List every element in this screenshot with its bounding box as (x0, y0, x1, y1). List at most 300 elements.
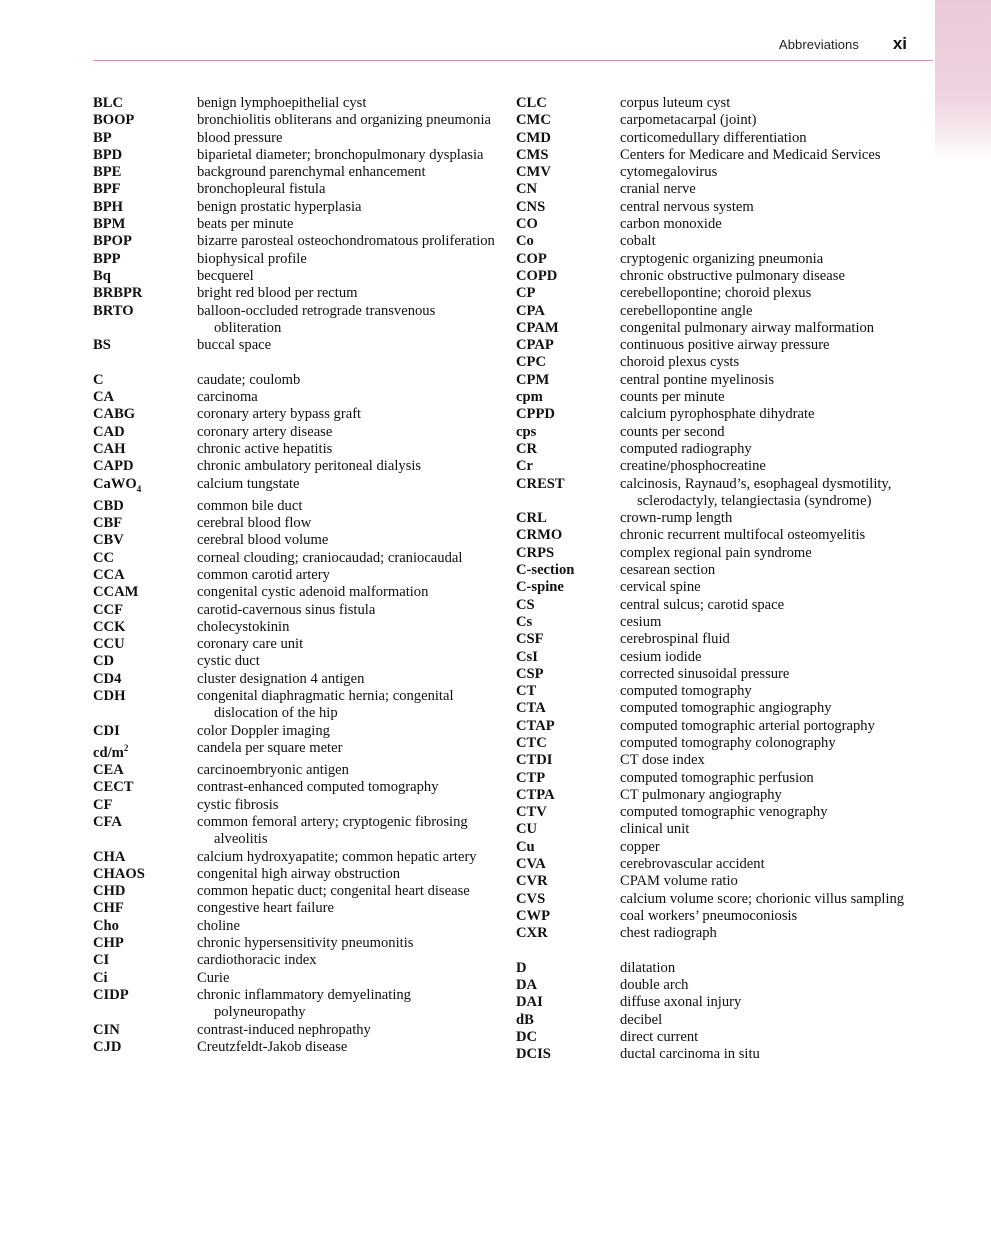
abbreviation-definition: counts per second (620, 423, 725, 440)
abbreviation-definition: beats per minute (197, 216, 294, 233)
abbreviation-term: BPM (93, 216, 126, 233)
abbreviation-term: CJD (93, 1038, 122, 1055)
abbreviation-entry (93, 567, 498, 584)
abbreviation-term: CAD (93, 423, 125, 440)
abbreviation-term: CMD (516, 129, 551, 146)
abbreviation-entry (93, 779, 498, 796)
abbreviation-entry (516, 199, 921, 216)
abbreviation-entry (516, 977, 921, 994)
abbreviation-term: CT (516, 683, 537, 700)
abbreviation-entry (516, 735, 921, 752)
abbreviation-definition: copper (620, 838, 660, 855)
abbreviation-term: CAPD (93, 458, 134, 475)
abbreviation-term: CMV (516, 164, 551, 181)
abbreviation-entry (93, 866, 498, 883)
page-edge-tab (935, 0, 991, 160)
abbreviation-entry (93, 935, 498, 952)
abbreviation-term: CBD (93, 497, 124, 514)
abbreviation-definition: choroid plexus cysts (620, 354, 740, 371)
abbreviation-term: CEA (93, 762, 124, 779)
abbreviation-entry (516, 510, 921, 527)
abbreviation-entry (93, 987, 498, 1022)
abbreviation-entry (516, 406, 921, 423)
abbreviation-term: CaWO$_4$ (93, 475, 142, 494)
abbreviation-entry (516, 821, 921, 838)
abbreviation-definition: cervical spine (620, 579, 701, 596)
abbreviation-entry (516, 337, 921, 354)
abbreviation-term: CXR (516, 925, 548, 942)
abbreviation-definition: coronary artery disease (197, 423, 333, 440)
abbreviation-term: C (93, 371, 104, 388)
abbreviation-entry (516, 424, 921, 441)
abbreviation-term: CD (93, 653, 115, 670)
abbreviation-definition: cesarean section (620, 562, 716, 579)
abbreviation-entry (93, 532, 498, 549)
abbreviation-term: CPA (516, 302, 545, 319)
abbreviation-term: CDI (93, 722, 120, 739)
abbreviation-term: CCA (93, 566, 125, 583)
abbreviation-term: CTP (516, 769, 546, 786)
abbreviation-term: CABG (93, 406, 136, 423)
abbreviation-definition: cesium iodide (620, 648, 702, 665)
abbreviation-term: CHP (93, 935, 124, 952)
abbreviation-entry (516, 372, 921, 389)
abbreviation-definition: computed tomographic angiography (620, 700, 832, 717)
abbreviation-definition: corpus luteum cyst (620, 95, 731, 111)
abbreviation-definition: color Doppler imaging (197, 722, 330, 739)
abbreviation-term: CTA (516, 700, 546, 717)
abbreviation-definition: cytomegalovirus (620, 164, 718, 181)
abbreviation-entry (516, 752, 921, 769)
abbreviation-term: CC (93, 549, 115, 566)
abbreviation-entry (93, 740, 498, 762)
abbreviation-definition: chronic obstructive pulmonary disease (620, 267, 845, 284)
abbreviation-definition: bright red blood per rectum (197, 285, 358, 302)
abbreviation-definition: cobalt (620, 233, 656, 250)
abbreviation-entry (516, 562, 921, 579)
abbreviation-definition: congenital diaphragmatic hernia; congenital dislocation of the hip (197, 688, 454, 722)
abbreviation-entry (516, 666, 921, 683)
abbreviation-definition: becquerel (197, 267, 254, 284)
abbreviation-definition: chronic active hepatitis (197, 440, 333, 457)
abbreviation-definition: CT pulmonary angiography (620, 786, 782, 803)
abbreviation-entry (516, 804, 921, 821)
abbreviation-term: BPP (93, 250, 121, 267)
abbreviation-definition: chronic hypersensitivity pneumonitis (197, 935, 414, 952)
abbreviation-term: CR (516, 440, 538, 457)
abbreviation-entry (516, 718, 921, 735)
abbreviation-definition: calcinosis, Raynaud’s, esophageal dysmotility, sclerodactyly, telangiectasia (syndrome) (620, 475, 892, 509)
abbreviation-term: BOOP (93, 112, 135, 129)
abbreviation-term: C-section (516, 562, 575, 579)
abbreviation-entry (93, 918, 498, 935)
abbreviation-entry (516, 908, 921, 925)
abbreviation-term: cpm (516, 389, 543, 406)
abbreviation-column-left (93, 95, 498, 1056)
abbreviation-entry (516, 181, 921, 198)
abbreviation-definition: coal workers’ pneumoconiosis (620, 907, 798, 924)
abbreviation-definition: calcium pyrophosphate dihydrate (620, 406, 815, 423)
abbreviation-definition: caudate; coulomb (197, 371, 301, 388)
abbreviation-entry (93, 216, 498, 233)
abbreviation-entry (93, 602, 498, 619)
section-spacer (93, 354, 498, 371)
abbreviation-definition: computed tomographic venography (620, 804, 828, 821)
abbreviation-entry (516, 112, 921, 129)
abbreviation-entry (93, 268, 498, 285)
abbreviation-term: CRMO (516, 527, 563, 544)
abbreviation-definition: calcium volume score; chorionic villus sampling (620, 890, 905, 907)
abbreviation-term: CHAOS (93, 865, 145, 882)
abbreviation-term: COPD (516, 267, 558, 284)
abbreviation-term: CHA (93, 848, 126, 865)
abbreviation-definition: chronic ambulatory peritoneal dialysis (197, 458, 422, 475)
abbreviation-term: CHD (93, 883, 126, 900)
abbreviation-definition: common bile duct (197, 497, 303, 514)
abbreviation-definition: biparietal diameter; bronchopulmonary dysplasia (197, 146, 484, 163)
abbreviation-definition: direct current (620, 1029, 699, 1046)
abbreviation-definition: central nervous system (620, 198, 754, 215)
abbreviation-entry (516, 1046, 921, 1063)
abbreviation-term: CMS (516, 146, 549, 163)
abbreviation-definition: cerebellopontine angle (620, 302, 753, 319)
abbreviation-term: CSF (516, 631, 544, 648)
abbreviation-definition: biophysical profile (197, 250, 307, 267)
abbreviation-entry (93, 112, 498, 129)
abbreviation-term: CVS (516, 890, 546, 907)
abbreviation-entry (93, 406, 498, 423)
abbreviation-entry (516, 130, 921, 147)
abbreviation-definition: computed tomographic arterial portography (620, 717, 875, 734)
abbreviation-entry (516, 233, 921, 250)
abbreviation-entry (516, 389, 921, 406)
abbreviation-entry (516, 216, 921, 233)
abbreviation-term: BP (93, 129, 112, 146)
abbreviation-term: CBF (93, 515, 123, 532)
abbreviation-entry (93, 952, 498, 969)
abbreviation-term: CTDI (516, 752, 553, 769)
abbreviation-definition: cystic fibrosis (197, 796, 279, 813)
abbreviation-entry (93, 515, 498, 532)
abbreviation-entry (516, 95, 921, 112)
abbreviation-definition: bronchopleural fistula (197, 181, 326, 198)
abbreviation-definition: carbon monoxide (620, 216, 722, 233)
abbreviation-definition: crown-rump length (620, 510, 733, 527)
abbreviation-term: cps (516, 423, 537, 440)
abbreviation-entry (516, 925, 921, 942)
abbreviation-definition: diffuse axonal injury (620, 994, 742, 1011)
abbreviation-term: CHF (93, 900, 124, 917)
abbreviation-definition: carotid-cavernous sinus fistula (197, 601, 376, 618)
abbreviation-term: Bq (93, 267, 111, 284)
abbreviation-entry (93, 688, 498, 723)
abbreviation-entry (93, 849, 498, 866)
abbreviation-entry (516, 856, 921, 873)
abbreviation-definition: common femoral artery; cryptogenic fibrosing alveolitis (197, 813, 468, 848)
abbreviation-definition: cerebral blood volume (197, 532, 329, 549)
abbreviation-term: BPE (93, 164, 122, 181)
abbreviation-column-right (516, 95, 921, 1064)
abbreviation-term: CO (516, 216, 538, 233)
abbreviation-definition: choline (197, 917, 240, 934)
abbreviation-term: CS (516, 596, 535, 613)
abbreviation-definition: congestive heart failure (197, 900, 334, 917)
abbreviation-definition: calcium hydroxyapatite; common hepatic artery (197, 848, 477, 865)
abbreviation-entry (516, 597, 921, 614)
abbreviation-term: COP (516, 250, 547, 267)
abbreviation-term: DA (516, 977, 538, 994)
abbreviation-definition: computed radiography (620, 440, 752, 457)
abbreviation-definition: computed tomography (620, 683, 752, 700)
abbreviation-definition: corneal clouding; craniocaudad; craniocaudal (197, 549, 463, 566)
abbreviation-term: CPM (516, 371, 550, 388)
abbreviation-definition: blood pressure (197, 129, 283, 146)
abbreviation-definition: CPAM volume ratio (620, 873, 738, 890)
abbreviation-term: CMC (516, 112, 551, 129)
abbreviation-term: CFA (93, 813, 122, 830)
abbreviation-term: CPC (516, 354, 546, 371)
abbreviation-entry (516, 1012, 921, 1029)
running-header-title: Abbreviations (778, 37, 859, 52)
abbreviation-definition: Creutzfeldt-Jakob disease (197, 1038, 348, 1055)
abbreviation-entry (516, 631, 921, 648)
abbreviation-definition: cerebral blood flow (197, 515, 312, 532)
abbreviation-definition: calcium tungstate (197, 475, 300, 492)
abbreviation-entry (516, 458, 921, 475)
abbreviation-entry (516, 994, 921, 1011)
abbreviation-term: CU (516, 821, 538, 838)
abbreviation-entry (93, 233, 498, 250)
abbreviation-term: CVA (516, 856, 546, 873)
abbreviation-entry (516, 320, 921, 337)
abbreviation-term: DAI (516, 994, 543, 1011)
abbreviation-definition: CT dose index (620, 752, 705, 769)
abbreviation-definition: coronary artery bypass graft (197, 406, 362, 423)
abbreviation-entry (516, 579, 921, 596)
abbreviation-entry (93, 303, 498, 338)
abbreviation-definition: cluster designation 4 antigen (197, 670, 365, 687)
abbreviation-entry (93, 900, 498, 917)
abbreviation-definition: contrast-enhanced computed tomography (197, 779, 439, 796)
abbreviation-term: CSP (516, 665, 544, 682)
abbreviation-entry (93, 95, 498, 112)
abbreviation-entry (93, 441, 498, 458)
abbreviation-entry (516, 164, 921, 181)
abbreviation-definition: counts per minute (620, 389, 725, 406)
abbreviation-definition: central pontine myelinosis (620, 371, 775, 388)
abbreviation-term: Co (516, 233, 534, 250)
abbreviation-entry (93, 1022, 498, 1039)
abbreviation-definition: congenital cystic adenoid malformation (197, 584, 429, 601)
abbreviation-definition: background parenchymal enhancement (197, 164, 426, 181)
abbreviation-term: CD4 (93, 670, 122, 687)
abbreviation-term: Cho (93, 917, 119, 934)
abbreviation-term: CRPS (516, 544, 555, 561)
abbreviation-term: CA (93, 389, 115, 406)
abbreviation-term: Ci (93, 969, 108, 986)
abbreviation-definition: decibel (620, 1011, 663, 1028)
abbreviation-term: CBV (93, 532, 124, 549)
abbreviation-term: dB (516, 1011, 534, 1028)
abbreviation-definition: chest radiograph (620, 925, 717, 942)
abbreviation-term: CTAP (516, 717, 555, 734)
abbreviation-entry (93, 476, 498, 498)
abbreviation-entry (93, 762, 498, 779)
abbreviation-entry (516, 839, 921, 856)
abbreviation-term: BPOP (93, 233, 132, 250)
abbreviation-term: BS (93, 337, 111, 354)
abbreviation-definition: corrected sinusoidal pressure (620, 665, 790, 682)
abbreviation-definition: Curie (197, 969, 230, 986)
abbreviation-definition: central sulcus; carotid space (620, 596, 785, 613)
abbreviation-definition: buccal space (197, 337, 272, 354)
abbreviation-definition: clinical unit (620, 821, 690, 838)
abbreviation-entry (93, 970, 498, 987)
abbreviation-definition: computed tomography colonography (620, 734, 836, 751)
abbreviation-entry (516, 354, 921, 371)
abbreviation-entry (516, 873, 921, 890)
abbreviation-entry (93, 164, 498, 181)
abbreviation-definition: chronic recurrent multifocal osteomyelitis (620, 527, 866, 544)
abbreviation-definition: candela per square meter (197, 739, 343, 756)
abbreviation-entry (516, 891, 921, 908)
abbreviation-entry (93, 619, 498, 636)
abbreviation-entry (93, 1039, 498, 1056)
abbreviation-definition: congenital pulmonary airway malformation (620, 319, 875, 336)
abbreviation-entry (93, 199, 498, 216)
abbreviation-term: DC (516, 1029, 538, 1046)
abbreviation-term: BPF (93, 181, 121, 198)
abbreviation-entry (93, 389, 498, 406)
abbreviation-entry (516, 147, 921, 164)
abbreviation-entry (93, 797, 498, 814)
abbreviation-term: $cd/m^2$ (93, 742, 129, 761)
abbreviation-definition: creatine/phosphocreatine (620, 458, 766, 475)
abbreviation-term: CIN (93, 1021, 120, 1038)
abbreviation-term: CTC (516, 734, 547, 751)
abbreviation-entry (516, 268, 921, 285)
abbreviation-definition: double arch (620, 977, 689, 994)
abbreviation-entry (516, 527, 921, 544)
abbreviation-term: BRTO (93, 302, 134, 319)
abbreviation-term: CVR (516, 873, 548, 890)
abbreviation-entry (516, 476, 921, 511)
abbreviation-entry (516, 960, 921, 977)
abbreviation-definition: benign prostatic hyperplasia (197, 198, 362, 215)
abbreviation-term: CDH (93, 688, 126, 704)
abbreviation-definition: benign lymphoepithelial cyst (197, 95, 367, 111)
abbreviation-definition: chronic inflammatory demyelinating polyneuropathy (197, 986, 411, 1021)
abbreviation-entry (93, 723, 498, 740)
abbreviation-term: Cu (516, 838, 535, 855)
abbreviation-entry (93, 671, 498, 688)
abbreviation-entry (516, 545, 921, 562)
abbreviation-entry (516, 700, 921, 717)
abbreviation-term: Cr (516, 458, 534, 475)
abbreviation-term: CREST (516, 475, 565, 492)
abbreviation-definition: congenital high airway obstruction (197, 865, 401, 882)
abbreviation-term: CN (516, 181, 538, 198)
abbreviation-definition: cranial nerve (620, 181, 696, 198)
abbreviation-entry (93, 584, 498, 601)
abbreviation-entry (93, 424, 498, 441)
abbreviation-definition: cerebellopontine; choroid plexus (620, 285, 812, 302)
abbreviation-entry (516, 770, 921, 787)
abbreviation-entry (516, 787, 921, 804)
abbreviation-entry (93, 130, 498, 147)
running-header (93, 34, 933, 61)
abbreviation-term: CPAM (516, 319, 559, 336)
abbreviation-definition: common carotid artery (197, 566, 330, 583)
abbreviation-definition: carcinoembryonic antigen (197, 762, 349, 779)
abbreviation-term: CECT (93, 779, 134, 796)
abbreviation-term: BRBPR (93, 285, 143, 302)
abbreviation-definition: cerebrospinal fluid (620, 631, 730, 648)
abbreviation-definition: cryptogenic organizing pneumonia (620, 250, 824, 267)
abbreviation-definition: continuous positive airway pressure (620, 337, 830, 354)
abbreviation-entry (516, 649, 921, 666)
abbreviation-definition: common hepatic duct; congenital heart disease (197, 883, 470, 900)
abbreviation-definition: Centers for Medicare and Medicaid Services (620, 146, 881, 163)
abbreviation-definition: bronchiolitis obliterans and organizing pneumonia (197, 112, 491, 129)
abbreviation-term: CF (93, 796, 113, 813)
abbreviation-entry (93, 653, 498, 670)
abbreviation-term: CPAP (516, 337, 554, 354)
abbreviation-entry (516, 251, 921, 268)
abbreviation-definition: dilatation (620, 959, 676, 976)
abbreviation-definition: contrast-induced nephropathy (197, 1021, 371, 1038)
abbreviation-term: CCAM (93, 584, 139, 601)
abbreviation-definition: carcinoma (197, 389, 258, 406)
abbreviation-term: CRL (516, 510, 547, 527)
abbreviation-definition: cerebrovascular accident (620, 856, 765, 873)
abbreviation-definition: balloon-occluded retrograde transvenous obliteration (197, 302, 436, 336)
abbreviation-entry (93, 372, 498, 389)
abbreviation-term: Cs (516, 613, 533, 630)
abbreviation-entry (516, 1029, 921, 1046)
abbreviation-entry (93, 550, 498, 567)
abbreviation-term: CP (516, 285, 536, 302)
abbreviation-definition: coronary care unit (197, 636, 304, 653)
abbreviation-term: CWP (516, 907, 551, 924)
abbreviation-entry (516, 441, 921, 458)
abbreviation-term: CIDP (93, 986, 129, 1003)
abbreviation-entry (93, 814, 498, 849)
abbreviation-term: CLC (516, 95, 547, 111)
abbreviation-definition: complex regional pain syndrome (620, 544, 812, 561)
abbreviation-term: CNS (516, 198, 546, 215)
abbreviation-entry (93, 147, 498, 164)
abbreviation-term: CCK (93, 618, 126, 635)
abbreviation-definition: cardiothoracic index (197, 952, 317, 969)
abbreviation-definition: carpometacarpal (joint) (620, 112, 757, 129)
abbreviation-term: CAH (93, 440, 126, 457)
abbreviation-entry (516, 614, 921, 631)
abbreviation-term: BPH (93, 198, 123, 215)
abbreviation-entry (93, 498, 498, 515)
abbreviation-definition: ductal carcinoma in situ (620, 1046, 760, 1063)
abbreviation-term: CTPA (516, 786, 555, 803)
abbreviation-term: CCF (93, 601, 123, 618)
abbreviation-entry (516, 303, 921, 320)
abbreviation-entry (516, 683, 921, 700)
abbreviation-term: CCU (93, 636, 125, 653)
abbreviation-definition: cesium (620, 613, 662, 630)
abbreviation-definition: cystic duct (197, 653, 260, 670)
abbreviation-term: DCIS (516, 1046, 551, 1063)
abbreviation-term: CI (93, 952, 110, 969)
abbreviation-definition: cholecystokinin (197, 618, 290, 635)
